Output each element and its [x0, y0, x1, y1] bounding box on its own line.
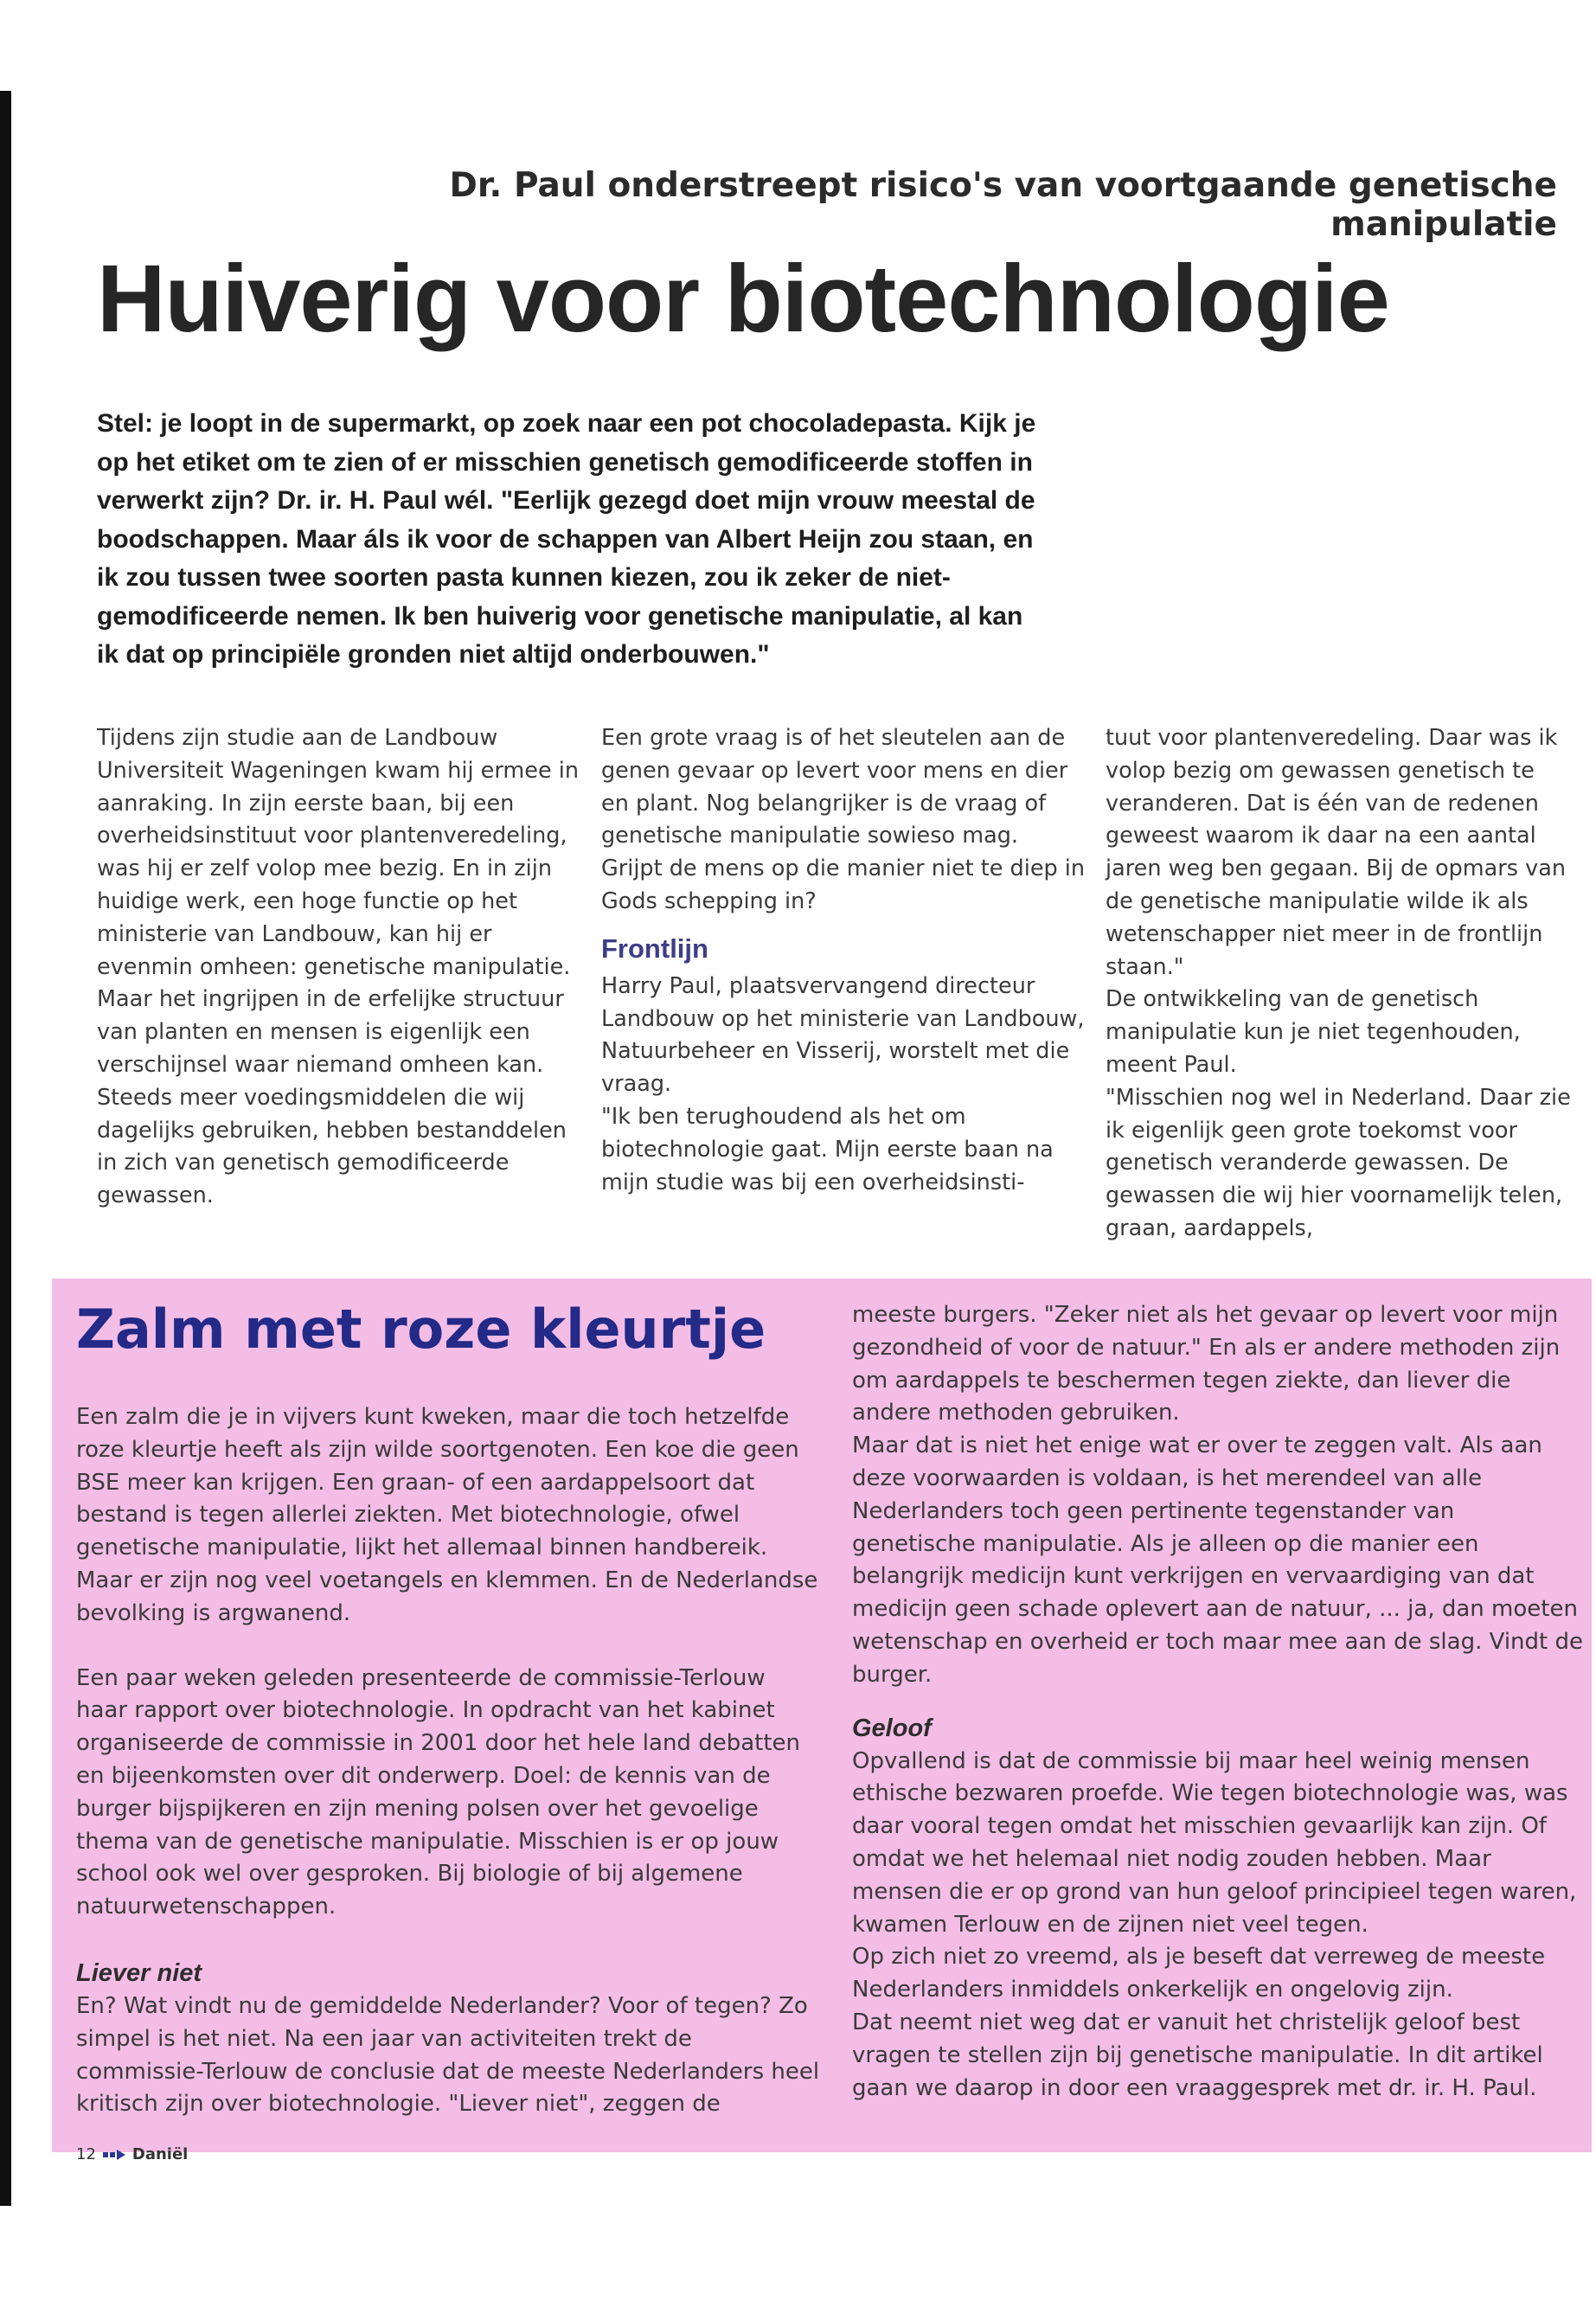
article-kicker: Dr. Paul onderstreept risico's van voortgaande genetische manipulatie — [449, 166, 1557, 244]
subheading-frontlijn: Frontlijn — [601, 933, 708, 964]
paragraph: Een zalm die je in vijvers kunt kweken, maar die toch hetzelfde roze kleurtje heeft als zijn wilde soortgenoten. Een koe die geen BSE meer kan krijgen. Een graan- of een aardappelsoort dat bestand is tegen allerlei ziekten. Met biotechnologie, ofwel genetische manipulatie, lijkt het allemaal binnen handbereik. Maar er zijn nog veel voetangels en klemmen. En de Nederlandse bevolking is argwanend. — [76, 1404, 818, 1626]
paragraph: Tijdens zijn studie aan de Landbouw Universiteit Wageningen kwam hij ermee in aanraking. In zijn eerste baan, bij een overheidsinstituut voor plantenveredeling, was hij er zelf volop mee bezig. En in zijn huidige werk, een hoge functie op het ministerie van Landbouw, kan hij er evenmin omheen: genetische manipulatie. — [97, 725, 579, 980]
sidebar-column-2 — [852, 1299, 1583, 2105]
sidebar-box-title: Zalm met roze kleurtje — [76, 1298, 766, 1361]
paragraph: Maar het ingrijpen in de erfelijke structuur van planten en mensen is eigenlijk een verschijnsel waar niemand omheen kan. Steeds meer voedingsmiddelen die wij dagelijks gebruiken, hebben bestanddelen in zich van genetisch gemodificeerde gewassen. — [97, 986, 567, 1209]
paragraph: Harry Paul, plaatsvervangend directeur Landbouw op het ministerie van Landbouw, Natuurbeheer en Visserij, worstelt met die vraag. — [601, 972, 1085, 1098]
magazine-name: Daniël — [131, 2145, 189, 2163]
paragraph: De ontwikkeling van de genetisch manipulatie kun je niet tegenhouden, meent Paul. — [1106, 986, 1521, 1078]
paragraph: Maar dat is niet het enige wat er over te zeggen valt. Als aan deze voorwaarden is voldaan, is het merendeel van alle Nederlanders toch geen pertinente tegenstander van genetische manipulatie. Als je alleen op die manier een belangrijk medicijn kunt verkrijgen en vervaardiging van dat medicijn geen schade oplevert aan de natuur, ... ja, dan moeten wetenschap en overheid er toch maar mee aan de slag. Vindt de burger. — [852, 1433, 1583, 1688]
paragraph: En? Wat vindt nu de gemiddelde Nederlander? Voor of tegen? Zo simpel is het niet. Na een jaar van activiteiten trekt de commissie-Terlouw de conclusie dat de meeste Nederlanders heel kritisch zijn over biotechnologie. "Liever niet", zeggen de — [76, 1992, 820, 2118]
paragraph: "Misschien nog wel in Nederland. Daar zie ik eigenlijk geen grote toekomst voor genetisch veranderde gewassen. De gewassen die wij hier voornamelijk telen, graan, aardappels, — [1106, 1084, 1571, 1241]
paragraph: Opvallend is dat de commissie bij maar heel weinig mensen ethische bezwaren proefde. Wie tegen biotechnologie was, was daar vooral tegen omdat het misschien gevaarlijk kan zijn. Of omdat we het helemaal niet nodig zouden hebben. Maar mensen die er op grond van hun geloof principieel tegen waren, kwamen Terlouw en de zijnen niet veel tegen. — [852, 1747, 1577, 1938]
paragraph: Dat neemt niet weg dat er vanuit het christelijk geloof best vragen te stellen zijn bij genetische manipulatie. In dit artikel gaan we daarop in door een vraaggesprek met dr. ir. H. Paul. — [852, 2009, 1543, 2101]
article-intro: Stel: je loopt in de supermarkt, op zoek naar een pot chocoladepasta. Kijk je op het etiket om te zien of er misschien genetisch gemodificeerde stoffen in verwerkt zijn? Dr. ir. H. Paul wél. "Eerlijk gezegd doet mijn vrouw meestal de boodschappen. Maar áls ik voor de schappen van Albert Heijn zou staan, en ik zou tussen twee soorten pasta kunnen kiezen, zou ik zeker de niet-gemodificeerde nemen. Ik ben huiverig voor genetische manipulatie, al kan ik dat op principiële gronden niet altijd onderbouwen." — [97, 409, 1036, 669]
page-number: 12 — [76, 2145, 96, 2163]
article-column-2 — [601, 722, 1086, 1199]
paragraph: "Ik ben terughoudend als het om biotechnologie gaat. Mijn eerste baan na mijn studie was bij een overheidsinsti- — [601, 1103, 1054, 1195]
scan-margin-bar — [0, 91, 11, 2206]
paragraph: Een paar weken geleden presenteerde de commissie-Terlouw haar rapport over biotechnologie. In opdracht van het kabinet organiseerde de commissie in 2001 door het hele land debatten en bijeenkomsten over dit onderwerp. Doel: de kennis van de burger bijspijkeren en zijn mening polsen over het gevoelige thema van de genetische manipulatie. Misschien is er op jouw school ook wel over gesproken. Bij biologie of bij algemene natuurwetenschappen. — [76, 1664, 801, 1920]
paragraph: meeste burgers. "Zeker niet als het gevaar op levert voor mijn gezondheid of voor de natuur." En als er andere methoden zijn om aardappels te beschermen tegen ziekte, dan liever die andere methoden gebruiken. — [852, 1302, 1561, 1426]
sidebar-column-1 — [76, 1401, 820, 2121]
arrow-right-icon — [103, 2150, 125, 2160]
subheading-liever-niet: Liever niet — [76, 1958, 202, 1987]
page-footer — [76, 2145, 188, 2163]
paragraph: Een grote vraag is of het sleutelen aan de genen gevaar op levert voor mens en dier en plant. Nog belangrijker is de vraag of genetische manipulatie sowieso mag. Grijpt de mens op die manier niet te diep in Gods schepping in? — [601, 725, 1086, 914]
subheading-geloof: Geloof — [852, 1714, 932, 1742]
article-headline: Huiverig voor biotechnologie — [97, 246, 1389, 352]
article-column-1 — [97, 722, 581, 1213]
article-column-3 — [1106, 722, 1577, 1246]
paragraph: Op zich niet zo vreemd, als je beseft dat verreweg de meeste Nederlanders inmiddels onkerkelijk en ongelovig zijn. — [852, 1944, 1546, 2003]
paragraph: tuut voor plantenveredeling. Daar was ik volop bezig om gewassen genetisch te veranderen. Dat is één van de redenen geweest waarom ik daar na een aantal jaren weg ben gegaan. Bij de opmars van de genetische manipulatie wilde ik als wetenschapper niet meer in de frontlijn staan." — [1106, 725, 1567, 980]
